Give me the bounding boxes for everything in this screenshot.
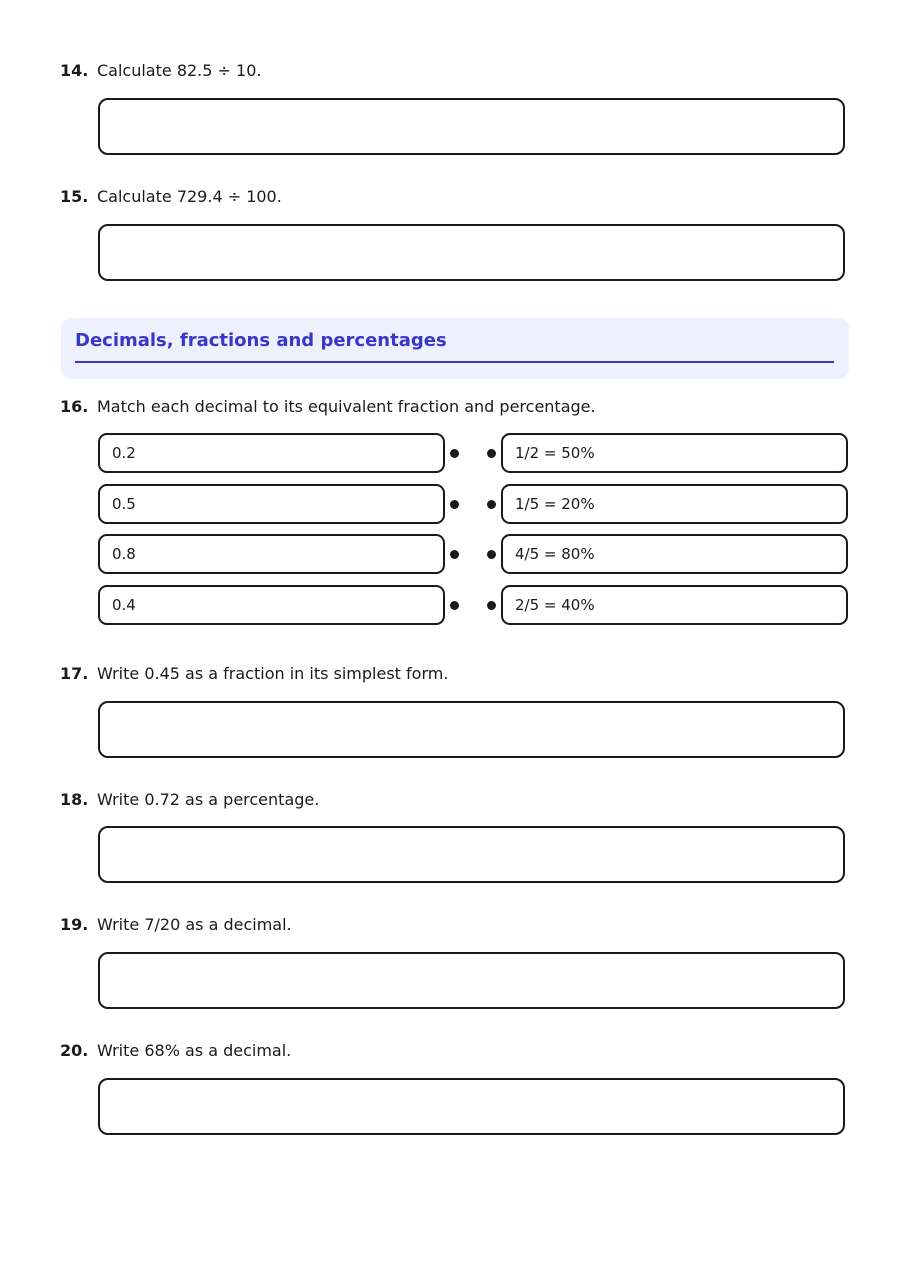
answer-box-14[interactable] (98, 98, 845, 155)
question-text: Calculate 82.5 ÷ 10. (97, 61, 262, 80)
question-number: 16. (60, 397, 89, 416)
match-right-item[interactable]: 1/5 = 20% (501, 484, 848, 524)
question-14 (60, 61, 261, 81)
match-left-item[interactable]: 0.8 (98, 534, 445, 574)
match-right-item[interactable]: 1/2 = 50% (501, 433, 848, 473)
match-left-dot[interactable] (450, 601, 459, 610)
section-banner (61, 318, 849, 379)
question-number: 14. (60, 61, 89, 80)
section-underline (75, 361, 834, 363)
question-18 (60, 790, 319, 810)
answer-box-19[interactable] (98, 952, 845, 1009)
answer-box-17[interactable] (98, 701, 845, 758)
question-number: 20. (60, 1041, 89, 1060)
match-right-dot[interactable] (487, 601, 496, 610)
match-left-item[interactable]: 0.5 (98, 484, 445, 524)
question-text: Write 68% as a decimal. (97, 1041, 292, 1060)
match-right-dot[interactable] (487, 500, 496, 509)
match-left-item[interactable]: 0.2 (98, 433, 445, 473)
question-text: Calculate 729.4 ÷ 100. (97, 187, 282, 206)
question-19 (60, 915, 292, 935)
question-16 (60, 397, 596, 417)
match-right-dot[interactable] (487, 550, 496, 559)
match-right-item[interactable]: 4/5 = 80% (501, 534, 848, 574)
question-15 (60, 187, 282, 207)
section-title: Decimals, fractions and percentages (75, 330, 447, 351)
question-text: Write 0.72 as a percentage. (97, 790, 320, 809)
question-number: 18. (60, 790, 89, 809)
match-left-dot[interactable] (450, 449, 459, 458)
answer-box-18[interactable] (98, 826, 845, 883)
match-right-item[interactable]: 2/5 = 40% (501, 585, 848, 625)
match-right-dot[interactable] (487, 449, 496, 458)
question-17 (60, 664, 448, 684)
match-left-dot[interactable] (450, 500, 459, 509)
question-20 (60, 1041, 291, 1061)
question-number: 19. (60, 915, 89, 934)
answer-box-20[interactable] (98, 1078, 845, 1135)
question-text: Write 0.45 as a fraction in its simplest form. (97, 664, 449, 683)
question-text: Match each decimal to its equivalent fraction and percentage. (97, 397, 596, 416)
question-text: Write 7/20 as a decimal. (97, 915, 292, 934)
question-number: 17. (60, 664, 89, 683)
answer-box-15[interactable] (98, 224, 845, 281)
match-left-item[interactable]: 0.4 (98, 585, 445, 625)
match-left-dot[interactable] (450, 550, 459, 559)
question-number: 15. (60, 187, 89, 206)
